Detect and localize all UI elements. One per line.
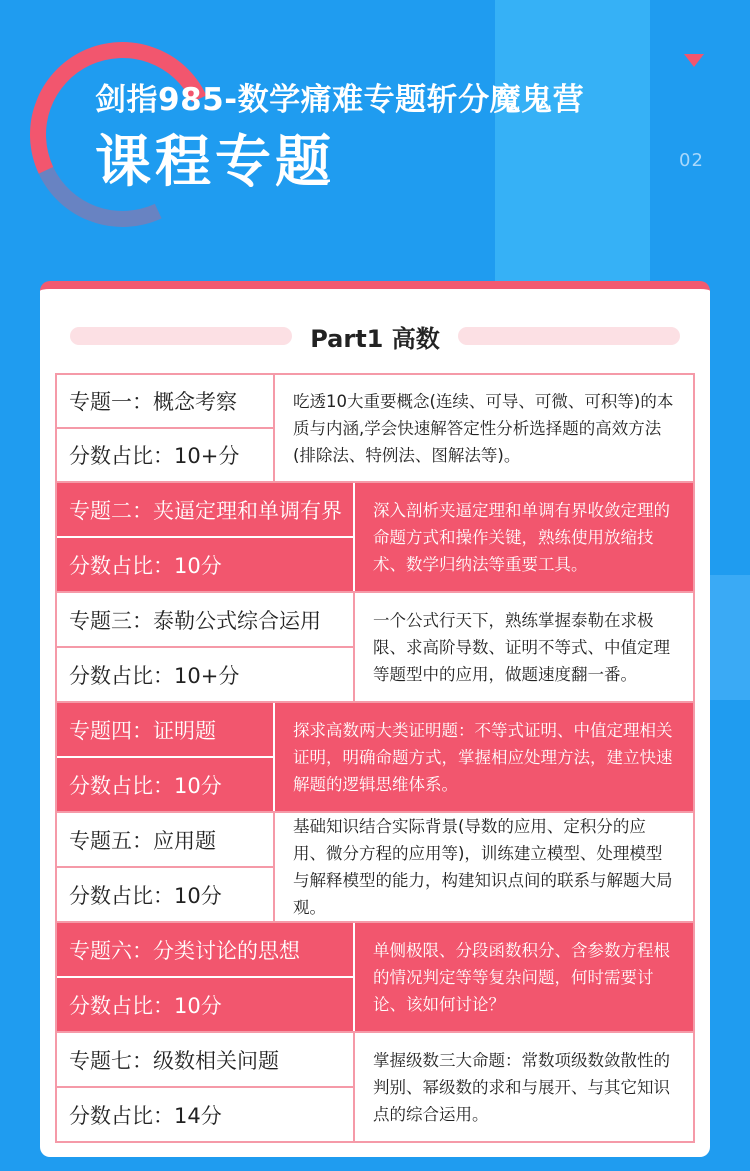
topic-row <box>55 373 695 483</box>
topic-score: 分数占比：10分 <box>69 773 222 798</box>
topic-score: 分数占比：10+分 <box>69 444 240 468</box>
topic-description: 吃透10大重要概念(连续、可导、可微、可积等)的本质与内涵,学会快速解答定性分析选择题的高效方法(排除法、特例法、图解法等)。 <box>293 391 674 465</box>
header-background-stripe <box>495 0 650 285</box>
page-number: 02 <box>679 150 704 171</box>
topic-score: 分数占比：14分 <box>69 1103 222 1128</box>
topic-description: 深入剖析夹逼定理和单调有界收敛定理的命题方式和操作关键，熟练使用放缩技术、数学归纳法等重要工具。 <box>373 500 670 574</box>
topic-left <box>57 593 355 701</box>
topic-score: 分数占比：10分 <box>69 993 222 1018</box>
topic-left <box>57 813 275 921</box>
topic-left <box>57 703 275 811</box>
topic-left <box>57 375 275 481</box>
topic-name: 专题七：级数相关问题 <box>57 1033 353 1088</box>
topic-description: 单侧极限、分段函数积分、含参数方程根的情况判定等等复杂问题，何时需要讨论、该如何讨论？ <box>373 940 670 1014</box>
topic-score: 分数占比：10+分 <box>69 663 240 688</box>
topic-description: 基础知识结合实际背景(导数的应用、定积分的应用、微分方程的应用等)，训练建立模型、处理模型与解释模型的能力，构建知识点间的联系与解题大局观。 <box>293 817 673 917</box>
topic-card <box>40 281 710 1157</box>
triangle-down-icon <box>684 54 704 67</box>
topic-row <box>55 1033 695 1143</box>
part-title: Part1 高数 <box>310 325 440 353</box>
topic-row <box>55 923 695 1033</box>
topic-description: 探求高数两大类证明题：不等式证明、中值定理相关证明，明确命题方式，掌握相应处理方法，建立快速解题的逻辑思维体系。 <box>293 720 673 794</box>
topic-left <box>57 923 355 1031</box>
topic-score: 分数占比：10分 <box>69 553 222 578</box>
topic-description: 一个公式行天下，熟练掌握泰勒在求极限、求高阶导数、证明不等式、中值定理等题型中的应用，做题速度翻一番。 <box>373 610 670 684</box>
topic-left <box>57 483 355 591</box>
topic-row <box>55 483 695 593</box>
topic-name: 专题二：夹逼定理和单调有界 <box>57 483 353 538</box>
course-subtitle: 剑指985-数学痛难专题斩分魔鬼营 <box>95 82 585 118</box>
topic-name: 专题一：概念考察 <box>57 375 273 429</box>
topic-description: 掌握级数三大命题：常数项级数敛散性的判别、幂级数的求和与展开、与其它知识点的综合运用。 <box>373 1050 670 1124</box>
topic-name: 专题三：泰勒公式综合运用 <box>57 593 353 648</box>
topic-score: 分数占比：10分 <box>69 883 222 908</box>
topic-table <box>55 373 695 1143</box>
topic-row <box>55 703 695 813</box>
topic-name: 专题六：分类讨论的思想 <box>57 923 353 978</box>
page-title: 课程专题 <box>95 130 335 195</box>
topic-row <box>55 593 695 703</box>
topic-row <box>55 813 695 923</box>
topic-name: 专题四：证明题 <box>57 703 273 758</box>
topic-left <box>57 1033 355 1141</box>
topic-name: 专题五：应用题 <box>57 813 273 868</box>
side-stripe <box>710 575 750 700</box>
